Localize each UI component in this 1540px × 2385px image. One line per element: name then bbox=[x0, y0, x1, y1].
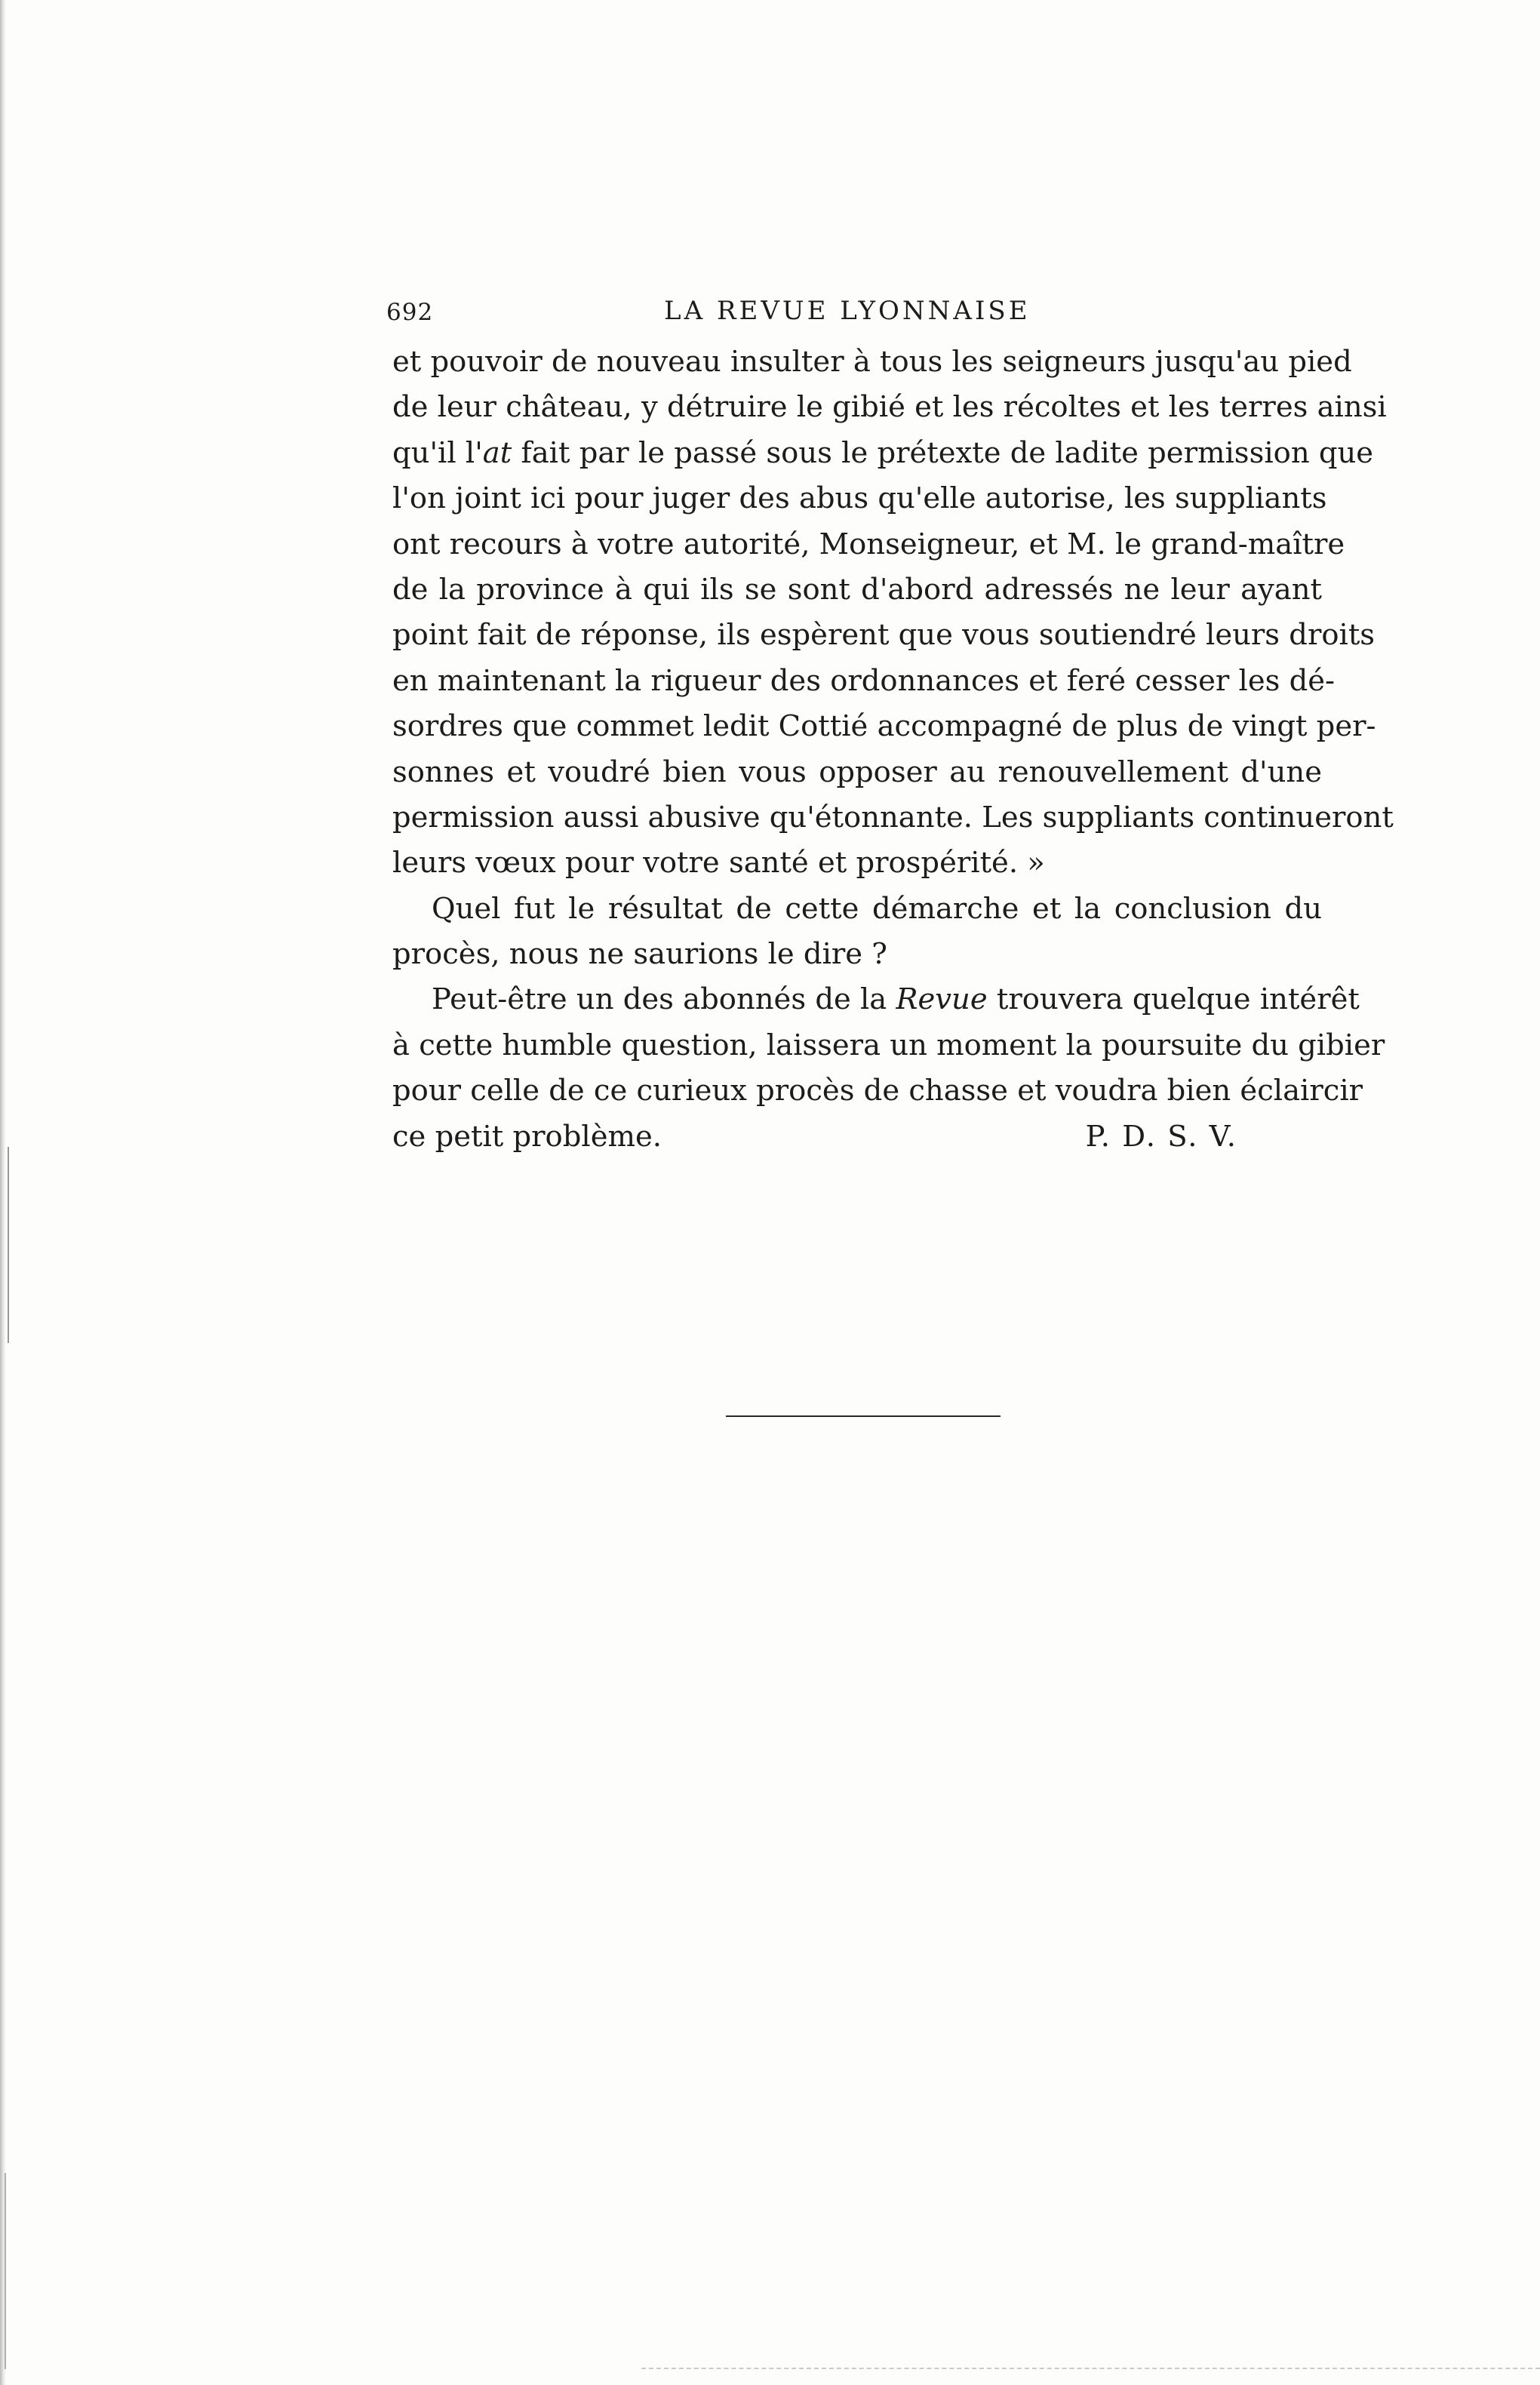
text-line: procès, nous ne saurions le dire ? bbox=[392, 937, 887, 972]
text-line: pour celle de ce curieux procès de chasse et voudra bien éclaircir bbox=[392, 1074, 1363, 1108]
text-line: point fait de réponse, ils espèrent que vous soutiendré leurs droits bbox=[392, 618, 1376, 653]
text-line: et pouvoir de nouveau insulter à tous les seigneurs jusqu'au pied bbox=[392, 345, 1352, 379]
text-line: de leur château, y détruire le gibié et les récoltes et les terres ainsi bbox=[392, 390, 1387, 425]
text-line: en maintenant la rigueur des ordonnances et feré cesser les dé- bbox=[392, 663, 1336, 698]
text-line: leurs vœux pour votre santé et prospérité. » bbox=[392, 846, 1045, 881]
paragraph-letter-conclusion bbox=[392, 340, 1394, 887]
text-span: qu'il l' bbox=[392, 435, 483, 470]
scan-edge-shadow bbox=[0, 0, 6, 2385]
scan-bottom-artifact bbox=[641, 2368, 1540, 2369]
italic-word: at bbox=[482, 435, 512, 470]
text-line: à cette humble question, laissera un moment la poursuite du gibier bbox=[392, 1028, 1385, 1062]
text-line: ont recours à votre autorité, Monseigneur, et M. le grand-maître bbox=[392, 527, 1345, 561]
text-line: sordres que commet ledit Cottié accompagné de plus de vingt per- bbox=[392, 709, 1376, 744]
section-divider bbox=[726, 1415, 1001, 1417]
text-line: de la province à qui ils se sont d'abord adressés ne leur ayant bbox=[392, 572, 1322, 607]
text-line: sonnes et voudré bien vous opposer au renouvellement d'une bbox=[392, 755, 1322, 789]
scan-edge-mark bbox=[8, 1147, 9, 1343]
page-number: 692 bbox=[386, 299, 434, 326]
page-header bbox=[386, 296, 1322, 333]
paragraph-appeal bbox=[392, 977, 1385, 1160]
text-line: Quel fut le résultat de cette démarche et la conclusion du bbox=[432, 891, 1322, 926]
text-line: permission aussi abusive qu'étonnante. Les suppliants continueront bbox=[392, 800, 1394, 834]
scan-edge-mark-bottom bbox=[5, 2173, 6, 2369]
author-initials: P. D. S. V. bbox=[1085, 1119, 1237, 1154]
body-text bbox=[392, 340, 1394, 1160]
text-span: fait par le passé sous le prétexte de ladite permission que bbox=[512, 435, 1374, 470]
text-span: trouvera quelque intérêt bbox=[987, 982, 1360, 1017]
text-line: l'on joint ici pour juger des abus qu'elle autorise, les suppliants bbox=[392, 481, 1327, 516]
text-line bbox=[392, 431, 1374, 476]
text-line: ce petit problème. bbox=[392, 1119, 662, 1154]
paragraph-question bbox=[392, 887, 1322, 978]
italic-word: Revue bbox=[896, 982, 988, 1017]
closing-line bbox=[392, 1114, 1237, 1160]
running-title: LA REVUE LYONNAISE bbox=[664, 296, 1031, 326]
text-line bbox=[392, 977, 1360, 1022]
text-span: Peut-être un des abonnés de la bbox=[432, 982, 896, 1017]
